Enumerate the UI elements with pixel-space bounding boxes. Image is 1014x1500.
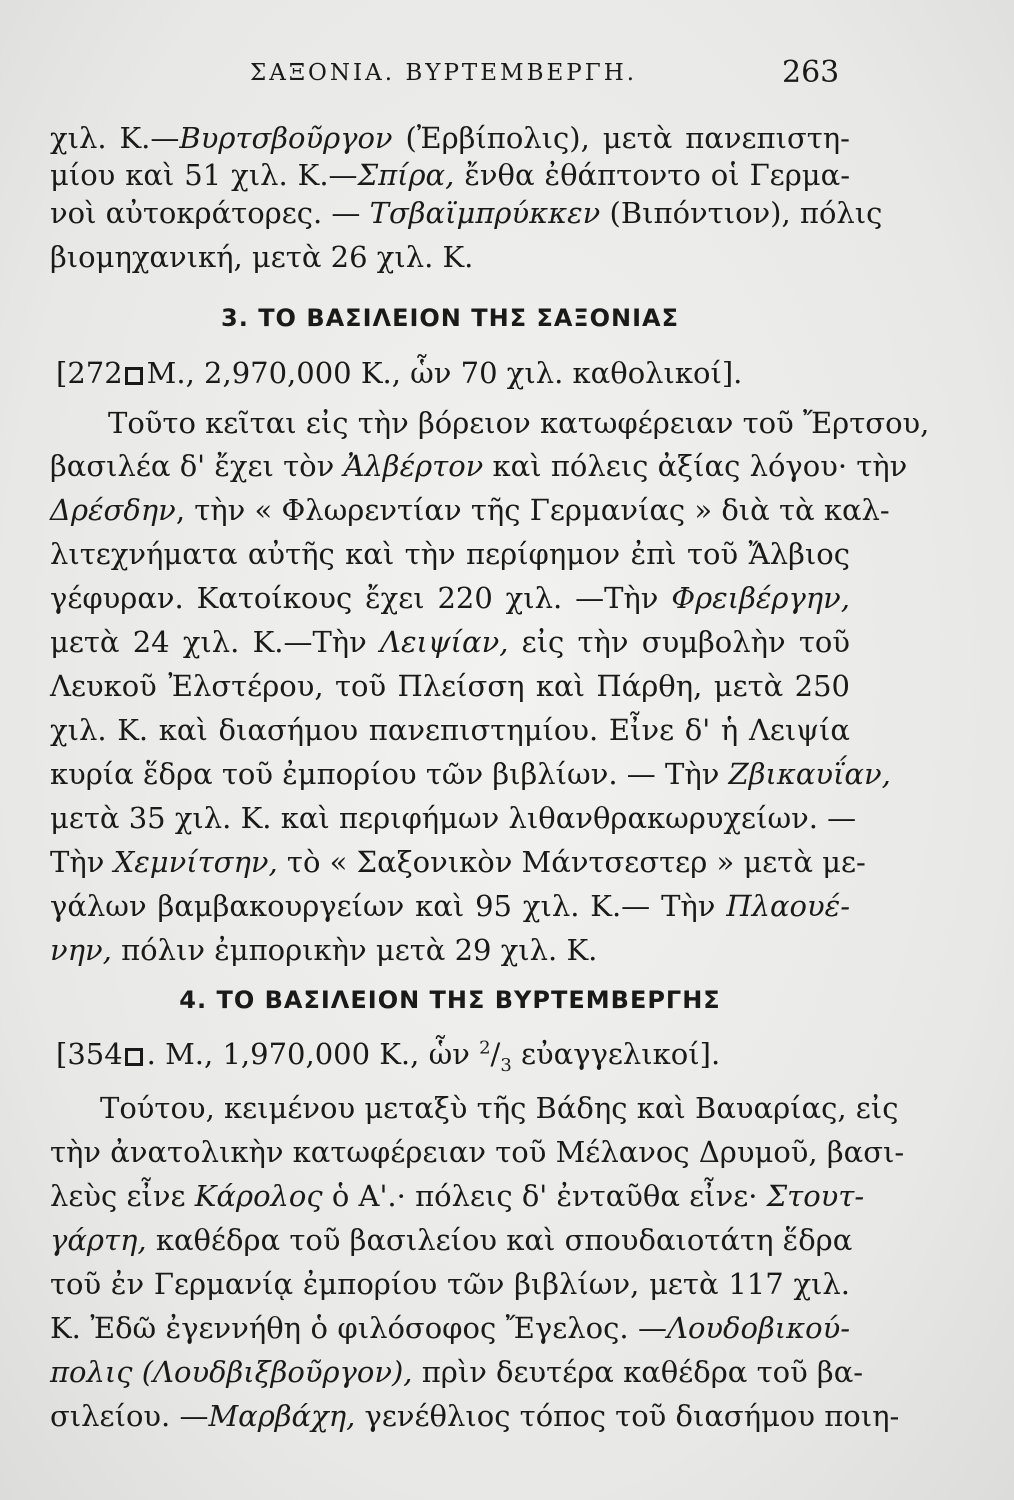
text-span: μετὰ 24 χιλ. Κ.—Τὴν bbox=[50, 625, 381, 659]
text-line: τοῦ ἐν Γερμανίᾳ ἐμπορίου τῶν βιβλίων, μετὰ 117 χιλ. bbox=[50, 1267, 850, 1301]
text-line bbox=[50, 1178, 865, 1214]
text-line bbox=[50, 120, 850, 156]
text-span: τὸ « Σαξονικὸν Μάντσεστερ » μετὰ με- bbox=[277, 845, 866, 879]
fraction-slash: / bbox=[490, 1037, 501, 1071]
text-line bbox=[50, 756, 891, 792]
place-name: γάρτη, bbox=[50, 1223, 147, 1257]
text-line: μετὰ 35 χιλ. Κ. καὶ περιφήμων λιθανθρακωρυχείων. — bbox=[50, 801, 857, 835]
text-line: χιλ. Κ. καὶ διασήμου πανεπιστημίου. Εἶνε δ' ἡ Λειψία bbox=[50, 713, 850, 747]
text-span: πόλιν ἐμπορικὴν μετὰ 29 χιλ. Κ. bbox=[111, 933, 598, 967]
text-span: ἔνθα ἐθάπτοντο οἱ Γερμα- bbox=[454, 158, 850, 192]
text-span: ὁ Α'.· πόλεις δ' ἐνταῦθα εἶνε· bbox=[322, 1179, 767, 1213]
text-line bbox=[50, 1354, 864, 1390]
text-line: τὴν ἀνατολικὴν κατωφέρειαν τοῦ Μέλανος Δρυμοῦ, βασι- bbox=[50, 1135, 905, 1169]
text-line bbox=[50, 1310, 850, 1346]
section-heading: 4. ΤΟ ΒΑΣΙΛΕΙΟΝ ΤΗΣ ΒΥΡΤΕΜΒΕΡΓΗΣ bbox=[179, 986, 721, 1014]
text-line bbox=[50, 932, 850, 968]
text-span: βασιλέα δ' ἔχει τὸν bbox=[50, 449, 344, 483]
place-name: Χεμνίτσην, bbox=[113, 845, 278, 879]
text-line: λιτεχνήματα αὐτῆς καὶ τὴν περίφημον ἐπὶ τοῦ Ἄλβιος bbox=[50, 537, 850, 571]
place-name: Ζβικαυΐαν, bbox=[728, 757, 891, 791]
section-heading: 3. ΤΟ ΒΑΣΙΛΕΙΟΝ ΤΗΣ ΣΑΞΟΝΙΑΣ bbox=[221, 304, 679, 332]
place-name: νην, bbox=[50, 933, 112, 967]
place-name: Σπίρα, bbox=[357, 158, 455, 192]
stats-line bbox=[56, 355, 856, 391]
text-line bbox=[50, 1398, 900, 1434]
text-span: καθέδρα τοῦ βασιλείου καὶ σπουδαιοτάτη ἕδρα bbox=[146, 1223, 853, 1257]
text-line: Τοῦτο κεῖται εἰς τὴν βόρειον κατωφέρειαν τοῦ Ἔρτσου, bbox=[108, 406, 930, 440]
text-span: Μ., 2,970,000 Κ., ὧν 70 χιλ. καθολικοί]. bbox=[146, 356, 743, 390]
text-span: [354 bbox=[56, 1037, 123, 1071]
stats-line bbox=[56, 1036, 856, 1076]
text-span: γενέθλιος τόπος τοῦ διασήμου ποιη- bbox=[355, 1399, 900, 1433]
text-span: γέφυραν. Κατοίκους ἔχει 220 χιλ. —Τὴν bbox=[50, 581, 672, 615]
text-line bbox=[50, 844, 866, 880]
text-span: λεὺς εἶνε bbox=[50, 1179, 195, 1213]
text-span: . Μ., 1,970,000 Κ., ὧν bbox=[146, 1037, 480, 1071]
text-line: Τούτου, κειμένου μεταξὺ τῆς Βάδης καὶ Βαυαρίας, εἰς bbox=[100, 1091, 899, 1125]
running-head: ΣΑΞΟΝΙΑ. ΒΥΡΤΕΜΒΕΡΓΗ. bbox=[250, 60, 638, 86]
square-symbol-icon bbox=[125, 367, 143, 385]
page-number: 263 bbox=[782, 55, 840, 90]
text-span: (Ἐρβίπολις), μετὰ πανεπιστη- bbox=[392, 121, 850, 155]
fraction-numerator: 2 bbox=[479, 1037, 491, 1059]
text-line bbox=[50, 195, 883, 231]
person-name: Ἀλβέρτον bbox=[343, 449, 484, 483]
text-span: (Βιπόντιον), πόλις bbox=[600, 196, 883, 230]
text-span: [272 bbox=[56, 356, 123, 390]
text-span: μίου καὶ 51 χιλ. Κ.— bbox=[50, 158, 358, 192]
text-line bbox=[50, 448, 908, 484]
place-name: Φρειβέργην, bbox=[671, 581, 850, 615]
text-span: σιλείου. — bbox=[50, 1399, 209, 1433]
text-span: χιλ. Κ.— bbox=[50, 121, 180, 155]
place-name: Πλαουέ- bbox=[726, 889, 850, 923]
place-name: Δρέσδην bbox=[50, 493, 176, 527]
text-span: πρὶν δευτέρα καθέδρα τοῦ βα- bbox=[412, 1355, 864, 1389]
text-span: κυρία ἕδρα τοῦ ἐμπορίου τῶν βιβλίων. — Τὴν bbox=[50, 757, 729, 791]
text-span: Κ. Ἐδῶ ἐγεννήθη ὁ φιλόσοφος Ἔγελος. — bbox=[50, 1311, 667, 1345]
place-name: Βυρτσβοῦργον bbox=[179, 121, 393, 155]
text-span: εἰς τὴν συμβολὴν τοῦ bbox=[508, 625, 850, 659]
place-name: Στουτ- bbox=[766, 1179, 865, 1213]
text-line: Λευκοῦ Ἐλστέρου, τοῦ Πλείσση καὶ Πάρθη, μετὰ 250 bbox=[50, 669, 850, 703]
place-name: Μαρβάχη, bbox=[208, 1399, 356, 1433]
square-symbol-icon bbox=[125, 1048, 143, 1066]
text-span: νοὶ αὐτοκράτορες. — bbox=[50, 196, 370, 230]
text-line bbox=[50, 888, 850, 924]
text-span: γάλων βαμβακουργείων καὶ 95 χιλ. Κ.— Τὴν bbox=[50, 889, 727, 923]
text-span: , τὴν « Φλωρεντίαν τῆς Γερμανίας » διὰ τὰ καλ- bbox=[175, 493, 890, 527]
place-name: Τσβαϊμπρύκκεν bbox=[369, 196, 601, 230]
place-name: Λειψίαν, bbox=[380, 625, 509, 659]
fraction-denominator: 3 bbox=[500, 1054, 512, 1076]
text-line bbox=[50, 580, 850, 616]
text-span: Τὴν bbox=[50, 845, 114, 879]
place-name: Λουδοβικού- bbox=[667, 1311, 850, 1345]
text-span: καὶ πόλεις ἀξίας λόγου· τὴν bbox=[483, 449, 908, 483]
text-span: εὐαγγελικοί]. bbox=[511, 1037, 721, 1071]
text-line: βιομηχανική, μετὰ 26 χιλ. Κ. bbox=[50, 240, 474, 274]
text-line bbox=[50, 1222, 853, 1258]
text-line bbox=[50, 624, 850, 660]
place-name: πολις (Λουδβιξβοῦργον), bbox=[50, 1355, 413, 1389]
person-name: Κάρολος bbox=[194, 1179, 323, 1213]
text-line bbox=[50, 157, 850, 193]
text-line bbox=[50, 492, 890, 528]
